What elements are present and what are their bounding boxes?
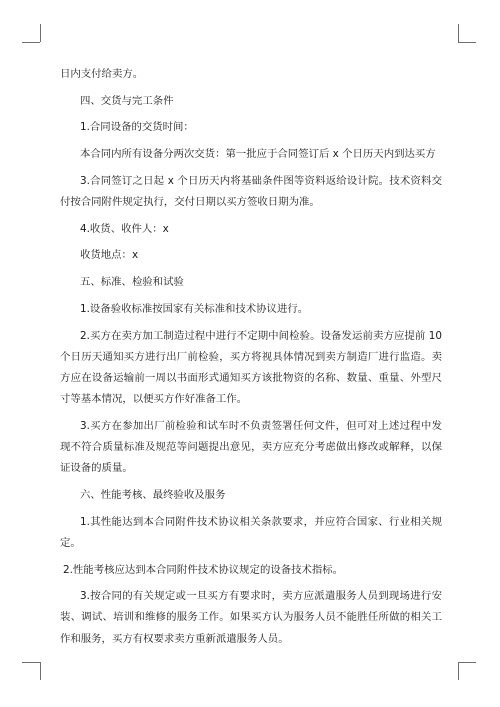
paragraph: 1.其性能达到本合同附件技术协议相关条款要求，并应符合国家、行业相关规定。 — [60, 515, 442, 549]
paragraph: 1.设备验收标准按国家有关标准和技术协议进行。 — [80, 302, 309, 315]
paragraph: 1.合同设备的交货时间： — [80, 121, 194, 134]
crop-mark-bottom-right — [456, 662, 476, 682]
section-heading: 六、性能考核、最终验收及服务 — [80, 488, 226, 501]
paragraph: 2.买方在卖方加工制造过程中进行不定期中间检验。设备发运前卖方应提前 10 个日历天通知买方进行出厂前检验，买方将视具体情况到卖方制造厂进行监造。卖方应在设备运输前一周以书面形式通知买方该批物资的名称、数量、重量、外型尺寸等基本情况，以便买方作好准备工作。 — [60, 329, 442, 406]
paragraph: 本合同内所有设备分两次交货：第一批应于合同签订后 x 个日历天内到达买方 — [80, 148, 436, 161]
crop-mark-top-right — [456, 22, 476, 42]
crop-mark-bottom-left — [22, 662, 42, 682]
paragraph: 2.性能考核应达到本合同附件技术协议规定的设备技术指标。 — [63, 563, 344, 576]
crop-mark-top-left — [22, 22, 42, 42]
paragraph: 3.合同签订之日起 x 个日历天内将基础条件图等资料返给设计院。技术资料交付按合同附件规定执行，交付日期以买方签收日期为准。 — [60, 174, 442, 209]
paragraph: 收货地点：x — [80, 249, 139, 262]
paragraph: 4.收货、收件人：x — [80, 222, 169, 235]
section-heading: 五、标准、检验和试验 — [80, 276, 184, 289]
paragraph: 3.按合同的有关规定或一旦买方有要求时，卖方应派遣服务人员到现场进行安装、调试、培训和维修的服务工作。如果买方认为服务人员不能胜任所做的相关工作和服务，买方有权要求卖方重新派遣服务人员。 — [60, 590, 442, 645]
document-body — [60, 64, 442, 655]
paragraph: 日内支付给卖方。 — [60, 68, 144, 80]
paragraph: 3.买方在参加出厂前检验和试车时不负责签署任何文件，但可对上述过程中发现不符合质量标准及规范等问题提出意见，卖方应充分考虑做出修改或解释，以保证设备的质量。 — [60, 419, 442, 475]
section-heading: 四、交货与完工条件 — [80, 94, 174, 107]
